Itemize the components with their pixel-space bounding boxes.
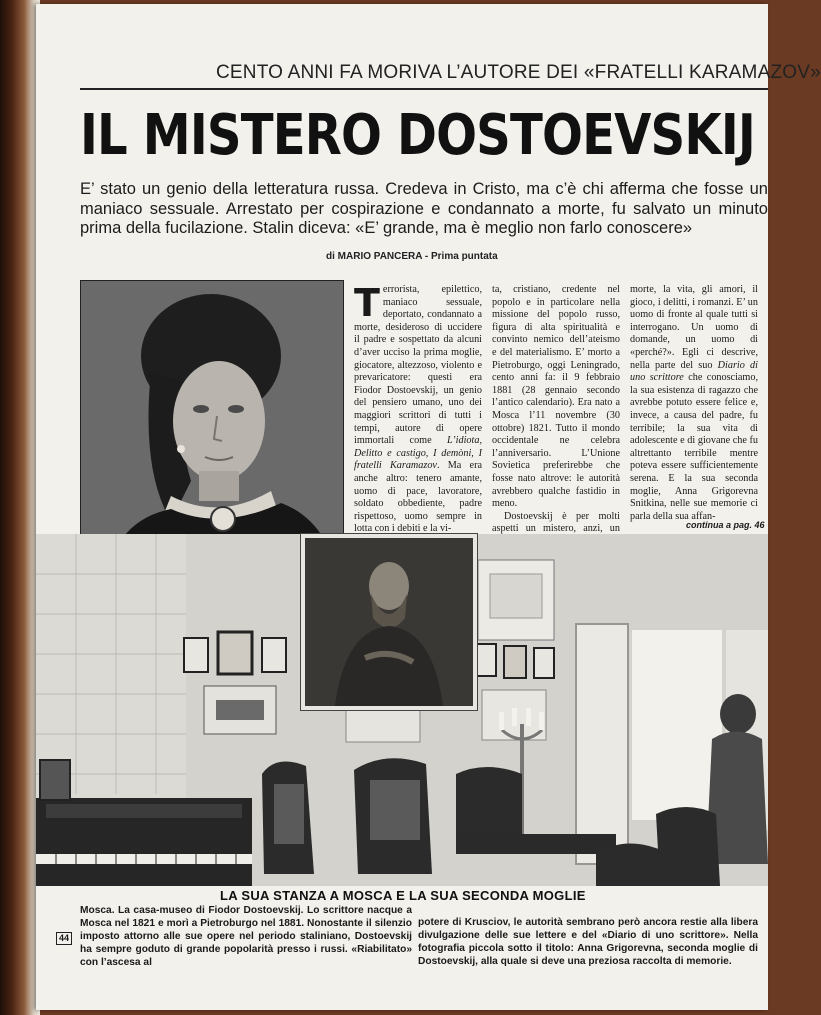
byline: di MARIO PANCERA - Prima puntata bbox=[326, 251, 498, 262]
article-column-1 bbox=[354, 281, 482, 535]
book-titles: L’idiota, Delitto e castigo, I demòni, I fratelli Karamazov bbox=[354, 435, 482, 472]
article-text: morte, la vita, gli amori, il gioco, i delitti, i romanzi. E’ un uomo di fronte al quale tutti si interrogano. Un uomo di domande, un uomo di «perché?». Egli ci descrive, nella parte del suo bbox=[630, 284, 758, 371]
article-column-3 bbox=[630, 284, 758, 520]
photo-caption-text: Mosca. La casa-museo di Fiodor Dostoevskij. Lo scrittore nacque a Mosca nel 1821 e morì a Pietroburgo nel 1881. Nonostante il silenzio imposto attorno alle sue opere nel periodo staliniano, Dostoevskij ha sempre goduto di grande popolarità presso i russi. «Riabilitato» con l’ascesa al bbox=[80, 905, 412, 968]
page-number: 44 bbox=[56, 932, 72, 945]
continued-note: continua a pag. 46 bbox=[686, 520, 765, 530]
photo-caption-text-continued: potere di Krusciov, le autorità sembrano però ancora restie alla libera divulgazione delle sue lettere e del «Diario di uno scrittore». Nella fotografia piccola sotto il titolo: Anna Grigorevna, seconda moglie di Dostoevskij, alla quale si deve una preziosa raccolta di memorie. bbox=[418, 917, 758, 967]
photo-caption-title: LA SUA STANZA A MOSCA E LA SUA SECONDA MOGLIE bbox=[220, 888, 586, 903]
dostoevskij-portrait-painting bbox=[301, 534, 477, 710]
article-text: ta, cristiano, credente nel popolo e in particolare nella missione del popolo russo, figura di alta spiritualità e convinto nemico dell’ateismo e del materialismo. E’ morto a Pietroburgo, oggi Leningrado, cento anni fa: il 9 febbraio 1881 (28 gennaio secondo l’antico calendario). Era nato a Mosca l’11 novembre (30 ottobre) 1821. Tutto il mondo occidentale ne celebra l’anniversario. L’Unione Sovietica preferirebbe che fosse nato altrove: le autorità avrebbero qualche fastidio in meno. bbox=[492, 284, 620, 510]
kicker: CENTO ANNI FA MORIVA L’AUTORE DEI «FRATELLI KARAMAZOV» bbox=[216, 62, 821, 83]
headline: IL MISTERO DOSTOEVSKIJ bbox=[80, 103, 755, 168]
article-text: Dostoevskij è per molti aspetti un mistero, anzi, un bbox=[492, 510, 620, 535]
magazine-spine bbox=[0, 0, 40, 1015]
deck: E’ stato un genio della letteratura russa. Credeva in Cristo, ma c’è chi afferma che fosse un maniaco sessuale. Arrestato per cospirazione e condannato a morte, fu salvato un minuto prima della fucilazione. Stalin diceva: «E’ grande, ma è meglio non farlo conoscere» bbox=[80, 180, 768, 237]
article-text: errorista, epilettico, maniaco sessuale, deportato, condannato a morte, desideroso di uccidere il padre e sospettato da alcuni d’aver ucciso la prima moglie, giocatore, altezzoso, violento e prevaricatore: questi era Fiodor Dostoevskij, un genio del pensiero umano, uno dei maggiori scrittori di tutti i tempi, autore di opere immortali come bbox=[354, 284, 482, 447]
magazine-page bbox=[36, 4, 821, 1010]
article-text: . Ma era anche altro: tenero amante, uomo di pace, lavoratore, soldato obbediente, padre rispettoso, uomo sempre in lotta con i debiti e la vi- bbox=[354, 460, 482, 535]
kicker-rule bbox=[80, 88, 768, 90]
drop-cap: T bbox=[354, 281, 380, 325]
article-text: che conosciamo, la sua esistenza di ragazzo che avrebbe potuto essere felice e, invece, a causa del padre, fu terribile; la sua vita di adolescente e di giovane che fu altrettanto terribile mentre poteva essere sufficientemente serena. E la sua seconda moglie, Anna Grigorevna Snitkina, nelle sue memorie ci parla della sua affan- bbox=[630, 372, 758, 522]
article-column-2 bbox=[492, 284, 620, 535]
book-title: Diario di uno scrittore bbox=[630, 359, 758, 384]
